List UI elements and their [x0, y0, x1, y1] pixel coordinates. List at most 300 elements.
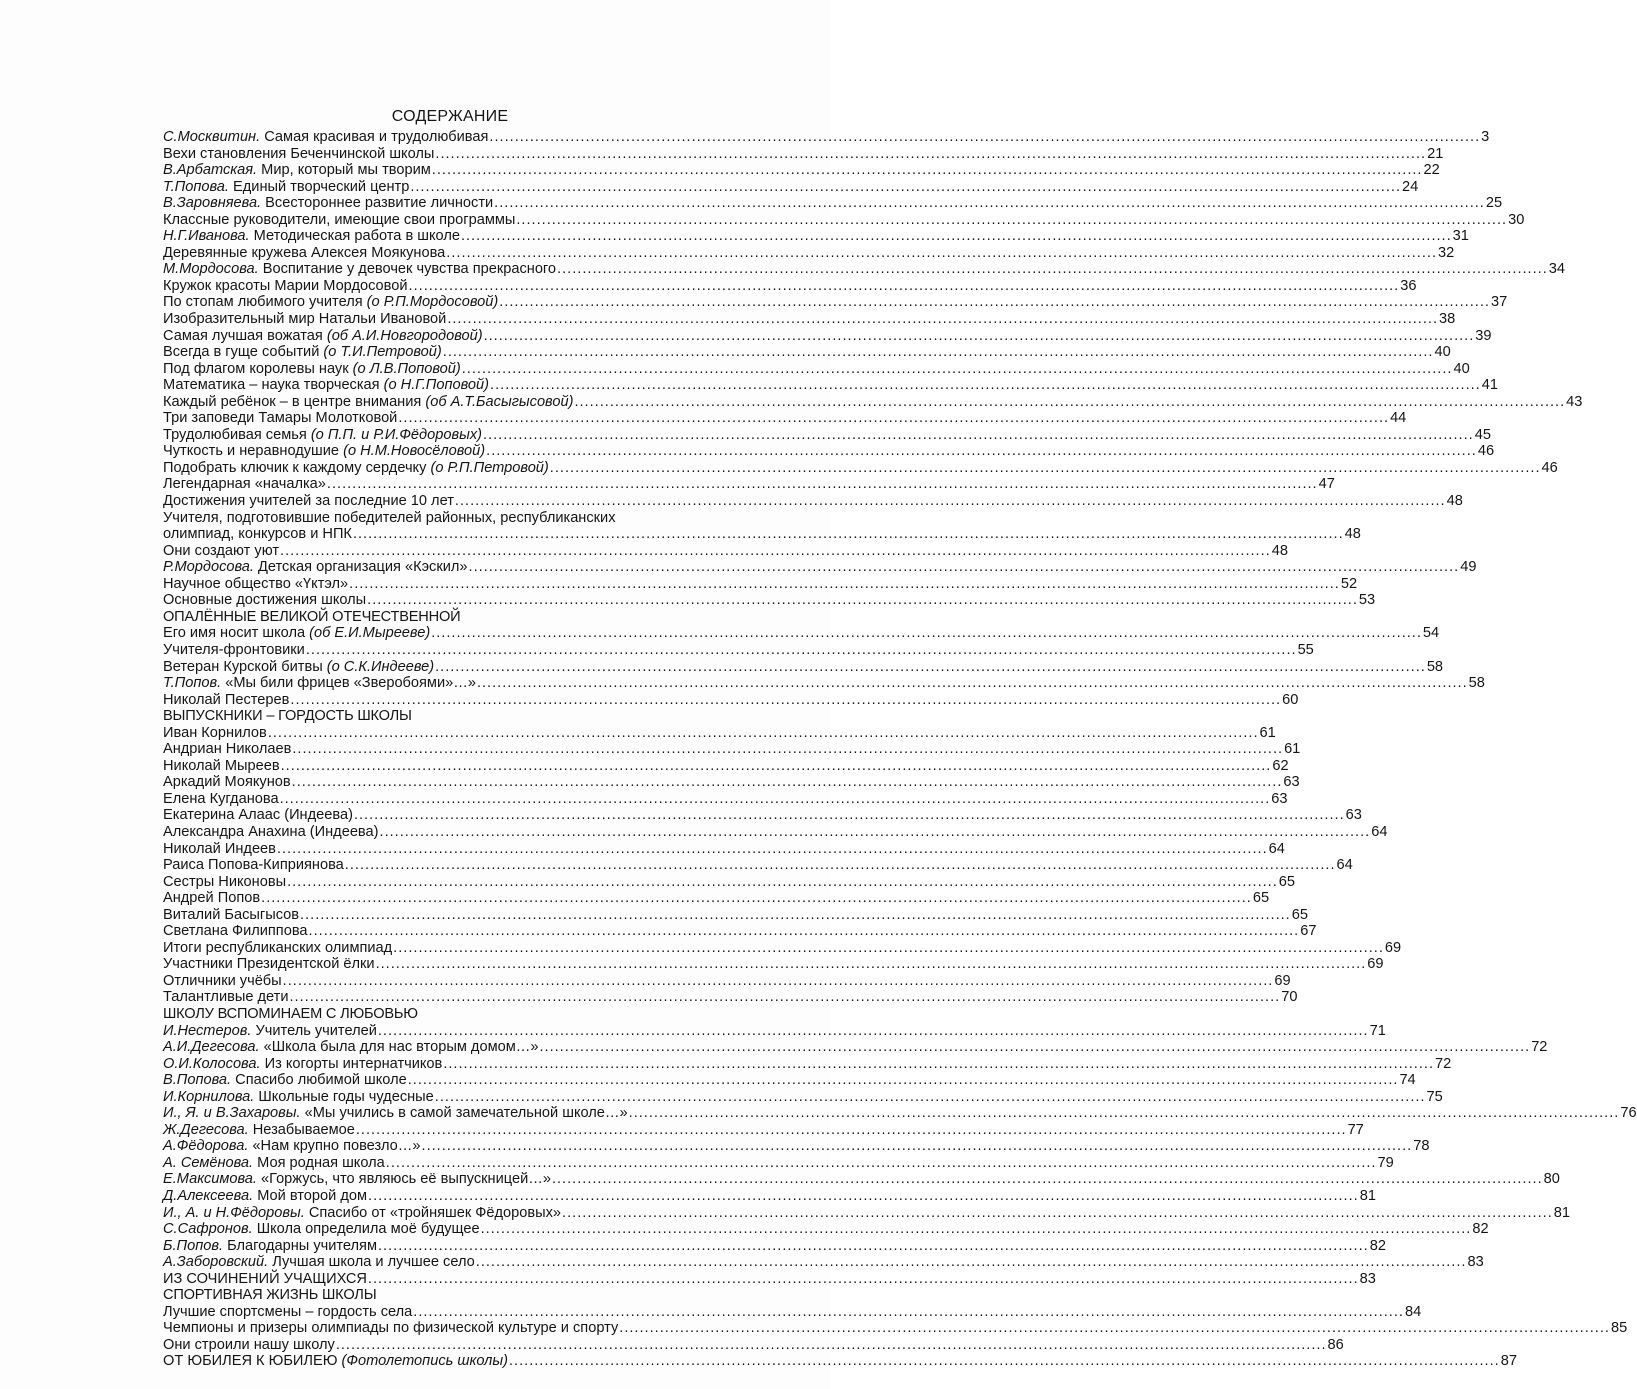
entry-title [163, 807, 353, 824]
dot-leader [368, 1188, 1359, 1205]
entry-title [163, 1254, 475, 1271]
entry-author: И., А. и Н.Фёдоровы. [163, 1204, 305, 1221]
entry-title [163, 1171, 551, 1188]
toc-entry [163, 377, 1498, 394]
page-number: 71 [1369, 1022, 1386, 1039]
entry-author: И., Я. и В.Захаровы. [163, 1105, 301, 1122]
dot-leader [435, 659, 1426, 676]
entry-title [163, 1122, 355, 1139]
toc-entry [163, 1088, 1443, 1106]
page-number: 63 [1271, 790, 1288, 807]
entry-author: А. Семёнова. [163, 1154, 254, 1171]
page-number: 55 [1297, 641, 1314, 658]
dot-leader [435, 146, 1426, 163]
entry-author: В.Арбатская. [163, 162, 258, 179]
entry-title [163, 146, 434, 163]
entry-title [163, 195, 493, 212]
page-number: 63 [1345, 807, 1362, 824]
toc-entry [163, 675, 1485, 692]
page-number: 81 [1553, 1204, 1570, 1221]
dot-leader [486, 443, 1477, 460]
toc-entry [163, 410, 1407, 427]
entry-text: Под флагом королевы наук [163, 360, 353, 377]
toc-entry [163, 1188, 1376, 1205]
entry-text: Всегда в гуще событий [163, 344, 324, 361]
entry-author: М.Мордосова. [163, 261, 259, 278]
entry-title [163, 1205, 561, 1222]
entry-author: А.Заборовский. [163, 1254, 269, 1271]
entry-title [163, 1039, 538, 1056]
entry-author: А.И.Дегесова. [163, 1039, 260, 1056]
entry-text: Екатерина Алаас (Индеева) [163, 807, 353, 824]
entry-title [163, 625, 430, 642]
entry-subject: (об Е.И.Мырееве) [309, 625, 431, 642]
entry-title [163, 179, 409, 196]
toc-entry [163, 393, 1583, 411]
entry-title [163, 1056, 442, 1073]
section-heading: ВЫПУСКНИКИ – ГОРДОСТЬ ШКОЛЫ [163, 708, 412, 725]
page-number: 65 [1252, 890, 1270, 907]
dot-leader [292, 741, 1283, 758]
entry-title [163, 692, 289, 709]
entry-text: Школьные годы чудесные [254, 1088, 434, 1105]
page-number: 64 [1336, 857, 1353, 874]
entry-title [163, 890, 260, 907]
entry-author: Ж.Дегесова. [163, 1121, 249, 1138]
page-number: 45 [1474, 426, 1491, 443]
section-heading: СПОРТИВНАЯ ЖИЗНЬ ШКОЛЫ [163, 1287, 377, 1304]
entry-text: По стопам любимого учителя [163, 294, 367, 311]
page-number: 61 [1259, 724, 1276, 741]
entry-text: Учителя-фронтовики [163, 641, 305, 658]
page-number: 43 [1566, 393, 1583, 410]
entry-subject: (Фотолетопись школы) [341, 1353, 508, 1370]
dot-leader [380, 824, 1371, 841]
dot-leader [290, 989, 1281, 1006]
toc-entry [163, 972, 1291, 990]
entry-text: олимпиад, конкурсов и НПК [163, 526, 352, 543]
page-number: 25 [1485, 195, 1503, 212]
dot-leader [268, 725, 1259, 742]
toc-entry [163, 476, 1335, 493]
toc-entry [163, 823, 1388, 841]
toc-entry [163, 757, 1289, 775]
entry-text: Чуткость и неравнодушие [163, 443, 344, 460]
entry-title [163, 940, 392, 957]
toc-entry [163, 790, 1288, 808]
page-number: 77 [1347, 1121, 1364, 1138]
dot-leader [422, 1138, 1413, 1155]
entry-title [163, 328, 483, 345]
dot-leader [477, 675, 1468, 692]
entry-title [163, 741, 291, 758]
entry-title [163, 874, 286, 891]
entry-title [163, 261, 556, 278]
page-number: 87 [1500, 1353, 1517, 1370]
entry-text: Аркадий Моякунов [163, 774, 291, 791]
entry-title [163, 725, 267, 742]
entry-title [163, 1188, 367, 1205]
entry-subject: (о Р.П.Мордосовой) [366, 294, 499, 311]
entry-text: «Мы били фрицев «Зверобоями»…» [221, 675, 476, 692]
dot-leader [539, 1039, 1530, 1056]
entry-text: «Школа была для нас вторым домом…» [259, 1039, 539, 1056]
entry-title [163, 841, 276, 858]
entry-text: Самая лучшая вожатая [163, 327, 327, 344]
entry-title [163, 228, 460, 245]
entry-text: Учитель учителей [251, 1022, 377, 1039]
entry-title [163, 344, 442, 361]
dot-leader [261, 890, 1252, 907]
entry-text: Научное общество «Үктэл» [163, 575, 349, 592]
page-number: 67 [1300, 923, 1317, 940]
entry-title [163, 311, 446, 328]
dot-leader [562, 1205, 1553, 1222]
entry-author: Е.Максимова. [163, 1171, 257, 1188]
entry-title [163, 1105, 628, 1122]
dot-leader [309, 923, 1300, 940]
entry-text: «Нам крупно повезло…» [248, 1138, 421, 1155]
page-number: 31 [1452, 228, 1469, 245]
entry-text: Лучшая школа и лучшее село [268, 1254, 475, 1271]
page-number: 40 [1434, 344, 1451, 361]
page-number: 69 [1367, 956, 1384, 973]
toc-entry [163, 691, 1299, 709]
entry-author: А.Фёдорова. [163, 1138, 249, 1155]
entry-title [163, 1337, 335, 1354]
entry-text: Его имя носит школа [163, 625, 310, 642]
dot-leader [345, 857, 1336, 874]
page-number: 46 [1541, 459, 1558, 476]
toc-entry [163, 493, 1463, 510]
dot-leader [280, 791, 1271, 808]
entry-text: Андрей Попов [163, 890, 261, 907]
dot-leader [367, 592, 1358, 609]
toc-entry [163, 526, 1361, 543]
entry-title [163, 973, 282, 990]
toc-entry [163, 327, 1492, 345]
dot-leader [432, 162, 1423, 179]
page-number: 49 [1460, 559, 1477, 576]
toc-entry [163, 1039, 1548, 1056]
page-number: 60 [1282, 691, 1299, 708]
toc-entry [163, 344, 1451, 361]
entry-text: Раиса Попова-Киприянова [163, 857, 344, 874]
entry-text: Незабываемое [248, 1121, 355, 1138]
entry-title [163, 245, 445, 262]
entry-title [163, 129, 488, 146]
entry-author: Д.Алексеева. [163, 1188, 254, 1204]
page-number: 82 [1369, 1237, 1386, 1254]
dot-leader [550, 460, 1541, 477]
toc-entry [163, 1336, 1344, 1354]
toc-entry [163, 178, 1419, 196]
toc-entry [163, 741, 1301, 758]
toc-entry [163, 1270, 1376, 1288]
entry-title [163, 675, 476, 692]
toc-entry [163, 162, 1440, 179]
page-number: 3 [1481, 129, 1490, 145]
page-number: 69 [1274, 972, 1291, 989]
page-number: 65 [1278, 873, 1296, 890]
dot-leader [447, 311, 1438, 328]
entry-text: Изобразительный мир Натальи Ивановой [163, 311, 447, 328]
entry-title [163, 592, 366, 609]
entry-text: Воспитание у девочек чувства прекрасного [258, 261, 557, 278]
entry-title [163, 294, 498, 311]
page-number: 75 [1426, 1088, 1443, 1105]
entry-text: Спасибо от «тройняшек Фёдоровых» [304, 1204, 562, 1221]
entry-author: Т.Попова. [163, 178, 229, 195]
entry-text: Кружок красоты Марии Мордосовой [163, 277, 408, 294]
entry-title [163, 642, 305, 659]
toc-entry [163, 575, 1358, 593]
entry-title [163, 1320, 618, 1337]
entry-title [163, 377, 489, 394]
entry-title [163, 774, 291, 791]
entry-text: Отличники учёбы [163, 972, 282, 989]
entry-author: И.Корнилова. [163, 1088, 255, 1105]
entry-title [163, 410, 397, 427]
toc-entry [163, 1204, 1570, 1222]
dot-leader [494, 195, 1485, 212]
toc-entry [163, 1138, 1430, 1155]
page-number: 64 [1371, 823, 1388, 840]
page-number: 79 [1377, 1154, 1394, 1171]
entry-text: Чемпионы и призеры олимпиады по физической культуре и спорту [163, 1320, 619, 1337]
entry-text: Иван Корнилов [163, 724, 267, 741]
entry-text: Талантливые дети [163, 989, 289, 1006]
toc-entry [163, 1055, 1452, 1073]
toc-entry [163, 989, 1298, 1006]
toc-entry [163, 890, 1270, 907]
entry-subject: (о Л.В.Поповой) [352, 360, 461, 377]
entry-title [163, 543, 279, 560]
toc-entry [163, 360, 1470, 378]
entry-title [163, 1271, 367, 1288]
entry-subject: (о Т.И.Петровой) [323, 344, 442, 361]
entry-title [163, 1238, 377, 1255]
dot-leader [378, 1023, 1369, 1040]
page-number: 84 [1404, 1303, 1422, 1320]
entry-text: Благодарны учителям [223, 1237, 377, 1254]
page-number: 65 [1291, 906, 1308, 923]
dot-leader [281, 758, 1272, 775]
entry-text: Деревянные кружева Алексея Моякунова [163, 244, 446, 261]
entry-title-line: Учителя, подготовившие победителей районных, республиканских [163, 509, 616, 526]
dot-leader [353, 526, 1344, 543]
entry-author: Р.Мордосова. [163, 559, 254, 576]
entry-subject: (о Н.Г.Поповой) [383, 377, 490, 394]
dot-leader [629, 1105, 1620, 1122]
toc-entry [163, 625, 1440, 642]
page-number: 30 [1508, 211, 1525, 228]
dot-leader [489, 129, 1480, 146]
entry-text: ОТ ЮБИЛЕЯ К ЮБИЛЕЮ [163, 1353, 342, 1370]
dot-leader [431, 625, 1422, 642]
page-number: 32 [1438, 244, 1455, 261]
entry-text: ИЗ СОЧИНЕНИЙ УЧАЩИХСЯ [163, 1270, 367, 1287]
toc-entry [163, 641, 1314, 659]
page-number: 61 [1284, 741, 1301, 758]
page-number: 34 [1548, 261, 1566, 278]
toc-entry [163, 840, 1285, 858]
entry-text: Сестры Никоновы [163, 873, 287, 890]
entry-author: В.Заровняева. [163, 195, 262, 212]
entry-text: Из когорты интернатчиков [260, 1055, 443, 1072]
page-number: 41 [1481, 377, 1498, 394]
page-number: 63 [1283, 774, 1300, 791]
entry-title [163, 907, 299, 924]
page-number: 52 [1340, 575, 1358, 592]
dot-leader [443, 344, 1434, 361]
dot-leader [552, 1171, 1543, 1188]
entry-subject: (об А.Т.Басыгысовой) [425, 393, 574, 410]
entry-title [163, 1304, 412, 1321]
entry-title [163, 394, 573, 411]
dot-leader [574, 394, 1565, 411]
toc-entry [163, 774, 1300, 791]
entry-text: Мир, который мы творим [257, 162, 431, 179]
page-number: 46 [1477, 443, 1495, 460]
dot-leader [455, 493, 1446, 510]
entry-text: Участники Президентской ёлки [163, 956, 375, 973]
entry-text: Каждый ребёнок – в центре внимания [163, 393, 426, 410]
entry-text: Основные достижения школы [163, 592, 367, 609]
entry-text: «Горжусь, что являюсь её выпускницей…» [256, 1171, 551, 1188]
page-number: 70 [1281, 989, 1298, 1006]
entry-title [163, 1072, 407, 1089]
entry-author: Т.Попов. [163, 675, 222, 692]
entry-author: Б.Попов. [163, 1237, 224, 1254]
dot-leader [393, 940, 1384, 957]
entry-text: Самая красивая и трудолюбивая [260, 129, 489, 145]
entry-text: Единый творческий центр [228, 178, 410, 195]
entry-title [163, 443, 485, 460]
toc-entry [163, 426, 1491, 444]
dot-leader [292, 774, 1283, 791]
entry-title [163, 493, 454, 510]
toc-entry [163, 1171, 1560, 1188]
entry-title [163, 791, 279, 808]
entry-subject: (о Н.М.Новосёловой) [343, 443, 486, 460]
dot-leader [386, 1155, 1377, 1172]
page-number: 53 [1358, 592, 1376, 609]
dot-leader [443, 1056, 1434, 1073]
toc-entry [163, 592, 1376, 609]
dot-leader [336, 1337, 1327, 1354]
dot-leader [483, 427, 1474, 444]
page-number: 81 [1359, 1188, 1376, 1204]
entry-title [163, 460, 549, 477]
entry-text: «Мы учились в самой замечательной школе…» [300, 1105, 628, 1122]
entry-text: Спасибо любимой школе [231, 1072, 407, 1089]
dot-leader [300, 907, 1291, 924]
entry-text: Школа определила моё будущее [252, 1221, 480, 1238]
entry-title [163, 278, 408, 295]
page-number: 39 [1475, 327, 1492, 344]
toc-entry [163, 145, 1444, 163]
page-number: 83 [1359, 1270, 1376, 1287]
dot-leader [557, 261, 1548, 278]
page-number: 36 [1400, 277, 1417, 294]
entry-text: Лучшие спортсмены – гордость села [163, 1303, 413, 1320]
dot-leader [516, 212, 1507, 229]
toc-entry [163, 1154, 1394, 1172]
entry-text: Математика – наука творческая [163, 377, 384, 394]
entry-title [163, 1353, 508, 1370]
page-number: 86 [1327, 1336, 1344, 1353]
entry-title [163, 576, 348, 593]
entry-text: Легендарная «началка» [163, 476, 326, 493]
dot-leader [354, 807, 1345, 824]
dot-leader [469, 559, 1460, 576]
entry-text: Достижения учителей за последние 10 лет [163, 493, 454, 510]
entry-author: И.Нестеров. [163, 1022, 252, 1039]
page-number: 62 [1272, 757, 1289, 774]
entry-text: Детская организация «Кэскил» [253, 559, 468, 576]
dot-leader [461, 228, 1452, 245]
toc-entry [163, 1121, 1364, 1139]
toc-entry [163, 807, 1362, 824]
page-number: 85 [1610, 1320, 1628, 1337]
page-number: 74 [1399, 1072, 1416, 1089]
entry-text: Они строили нашу школу [163, 1336, 335, 1353]
page-number: 69 [1384, 939, 1402, 956]
entry-title [163, 956, 375, 973]
dot-leader [509, 1353, 1500, 1370]
toc-entry [163, 129, 1490, 146]
entry-author: С.Москвитин. [163, 129, 261, 145]
entry-text: Мой второй дом [253, 1188, 368, 1204]
entry-subject: (об А.И.Новгородовой) [326, 327, 483, 344]
entry-text: Всестороннее развитие личности [261, 195, 494, 212]
page-number: 48 [1344, 526, 1361, 543]
entry-title [163, 476, 326, 493]
page-number: 76 [1620, 1105, 1637, 1122]
entry-text: Николай Мыреев [163, 757, 280, 774]
toc-entry [163, 1105, 1637, 1122]
toc-entry [163, 1022, 1386, 1040]
toc-entry [163, 956, 1384, 973]
page-number: 72 [1435, 1055, 1452, 1072]
entry-text: Подобрать ключик к каждому сердечку [163, 459, 431, 476]
toc-entry [163, 923, 1317, 940]
page-number: 64 [1268, 840, 1285, 857]
dot-leader [290, 692, 1281, 709]
toc-entry [163, 443, 1495, 460]
page-number: 58 [1468, 675, 1485, 692]
page-number: 83 [1467, 1254, 1484, 1271]
dot-leader [413, 1304, 1404, 1321]
page-number: 48 [1446, 493, 1463, 510]
dot-leader [409, 278, 1400, 295]
toc-entry [163, 244, 1455, 262]
entry-author: С.Сафронов. [163, 1221, 253, 1238]
entry-title [163, 1221, 480, 1238]
dot-leader [327, 476, 1318, 493]
dot-leader [287, 874, 1278, 891]
toc-entry [163, 559, 1477, 576]
section-heading: ОПАЛЁННЫЕ ВЕЛИКОЙ ОТЕЧЕСТВЕННОЙ [163, 608, 461, 625]
entry-author: В.Попова. [163, 1072, 232, 1089]
toc-entry [163, 294, 1508, 311]
dot-leader [306, 642, 1297, 659]
entry-title [163, 1089, 434, 1106]
entry-title [163, 526, 352, 543]
page-number: 21 [1427, 145, 1444, 162]
toc-entry [163, 228, 1469, 245]
